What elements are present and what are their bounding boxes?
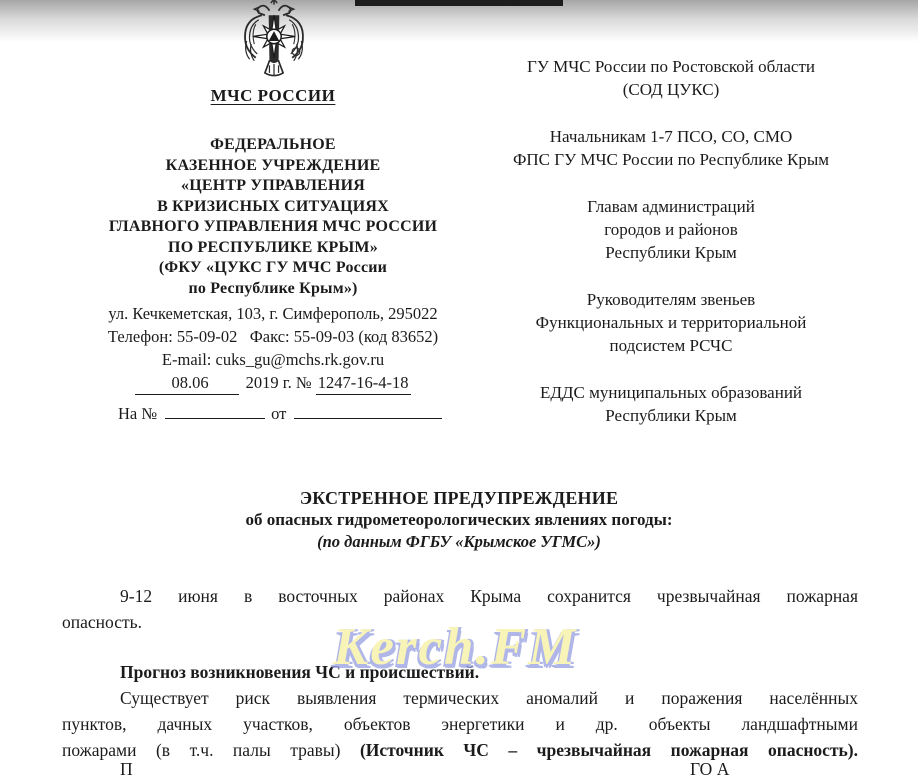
recipient-line: подсистем РСЧС	[609, 336, 733, 355]
recipient-line: Функциональных и территориальной	[535, 313, 807, 332]
org-line: ПО РЕСПУБЛИКЕ КРЫМ»	[168, 238, 378, 256]
ref-no-label: На №	[118, 404, 158, 423]
org-line: КАЗЕННОЕ УЧРЕЖДЕНИЕ	[165, 156, 381, 174]
recipient-group	[440, 55, 902, 101]
recipient-group	[440, 381, 902, 427]
org-line: ГЛАВНОГО УПРАВЛЕНИЯ МЧС РОССИИ	[108, 218, 438, 235]
paragraph-risk	[62, 685, 858, 763]
date-year-label: 2019 г. №	[245, 373, 312, 392]
recipient-group	[440, 195, 902, 264]
recipient-group	[440, 288, 902, 357]
risk-line-normal: пожарами (в т.ч. палы травы)	[62, 740, 341, 760]
org-line: В КРИЗИСНЫХ СИТУАЦИЯХ	[157, 197, 389, 215]
recipient-line: (СОД ЦУКС)	[622, 80, 720, 99]
top-artifact-bar	[355, 0, 563, 6]
recipient-line: ФПС ГУ МЧС России по Республике Крым	[512, 150, 830, 169]
contact-block	[58, 302, 488, 395]
clipped-fragment-left: П	[120, 759, 133, 779]
org-name-full	[58, 135, 488, 299]
title-line-1: ЭКСТРЕННОЕ ПРЕДУПРЕЖДЕНИЕ	[299, 488, 619, 508]
address-line: ул. Кечкеметская, 103, г. Симферополь, 295022	[108, 304, 438, 323]
paragraph-line: 9-12 июня в восточных районах Крыма сохранится чрезвычайная пожарная	[120, 586, 858, 606]
doc-number: 1247-16-4-18	[316, 371, 411, 395]
phone-line: Телефон: 55-09-02 Факс: 55-09-03 (код 83652)	[107, 327, 439, 346]
recipient-group	[440, 125, 902, 171]
recipient-line: Республики Крым	[605, 243, 737, 262]
top-scan-gradient	[0, 0, 918, 42]
recipient-line: ЕДДС муниципальных образований	[539, 383, 803, 402]
clipped-bottom-line	[62, 759, 858, 779]
outgoing-date: 08.06	[135, 371, 238, 395]
recipient-line: Главам администраций	[587, 197, 755, 216]
mchs-emblem-icon	[236, 0, 312, 79]
org-name-short: МЧС РОССИИ	[210, 86, 336, 105]
recipient-line: Руководителям звеньев	[586, 290, 756, 309]
org-line: по Республике Крым»)	[188, 279, 358, 297]
paragraph-forecast-heading: Прогноз возникновения ЧС и происшествий.	[120, 662, 480, 682]
org-line: ФЕДЕРАЛЬНОЕ	[210, 136, 336, 153]
ref-date-blank	[294, 403, 442, 419]
letterhead-left	[58, 86, 488, 425]
paragraph-line: Существует риск выявления термических аномалий и поражения населённых	[120, 688, 858, 708]
body-text	[62, 583, 858, 763]
clipped-fragment-right: ГО А	[690, 759, 730, 779]
recipient-line: Начальникам 1-7 ПСО, СО, СМО	[549, 127, 793, 146]
ref-from-label: от	[271, 404, 287, 423]
watermark: Kerch.FM	[333, 618, 578, 676]
recipient-line: ГУ МЧС России по Ростовской области	[527, 57, 815, 76]
ref-number-blank	[165, 403, 265, 419]
document-title	[0, 487, 918, 553]
recipient-line: Республики Крым	[605, 406, 737, 425]
title-line-2: об опасных гидрометеорологических явлениях погоды:	[245, 510, 673, 529]
paragraph-forecast-period	[62, 583, 858, 635]
risk-source-bold: (Источник ЧС – чрезвычайная пожарная опасность).	[359, 740, 858, 760]
title-line-3: (по данным ФГБУ «Крымское УГМС»)	[317, 532, 601, 551]
org-line: (ФКУ «ЦУКС ГУ МЧС России	[158, 259, 388, 276]
date-number-line	[58, 371, 488, 395]
letterhead-recipients	[440, 55, 902, 451]
paragraph-line: опасность.	[62, 612, 142, 632]
org-line: «ЦЕНТР УПРАВЛЕНИЯ	[181, 177, 365, 194]
email-line: E-mail: cuks_gu@mchs.rk.gov.ru	[161, 350, 385, 369]
paragraph-line: пунктов, дачных участков, объектов энергетики и др. объекты ландшафтными	[62, 714, 858, 734]
reference-line	[58, 402, 488, 425]
recipient-line: городов и районов	[604, 220, 738, 239]
